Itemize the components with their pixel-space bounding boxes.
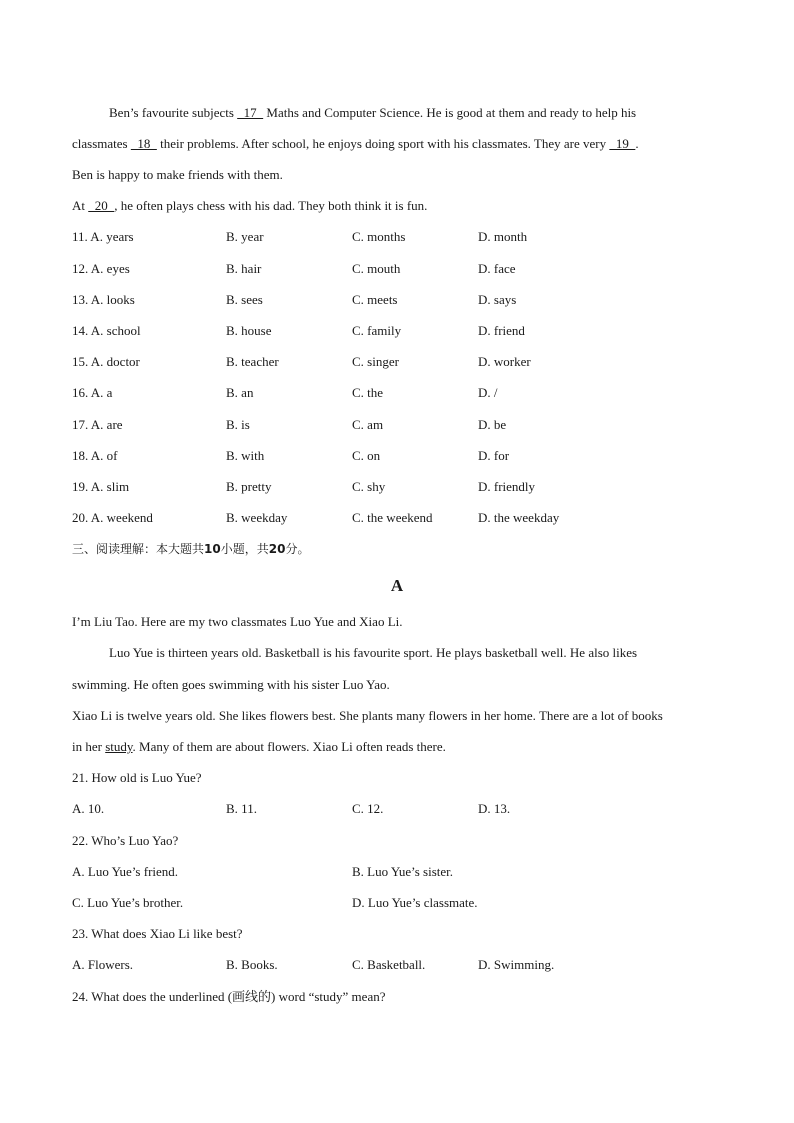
question-stem: 23. What does Xiao Li like best? (72, 926, 243, 941)
question-count: 10 (204, 542, 221, 556)
option-c: C. Basketball. (352, 957, 426, 972)
cloze-line-4 (72, 198, 427, 214)
passage-line-1: I’m Liu Tao. Here are my two classmates Luo Yue and Xiao Li. (72, 614, 403, 629)
option-b: B. year (226, 229, 264, 244)
question-stem: 24. What does the underlined (画线的) word “study” mean? (72, 989, 386, 1004)
text: in her (72, 739, 106, 754)
option-c: C. months (352, 229, 406, 244)
passage-line-4: Xiao Li is twelve years old. She likes flowers best. She plants many flowers in her home. There are a lot of books (72, 708, 663, 723)
blank-18: 18 (130, 136, 157, 151)
text: their problems. After school, he enjoys doing sport with his classmates. They are very (156, 136, 610, 151)
text: Ben’s favourite subjects (109, 105, 238, 120)
passage-line-2: Luo Yue is thirteen years old. Basketball is his favourite sport. He plays basketball well. He also likes (109, 645, 638, 660)
option-a: 18. A. of (72, 448, 118, 463)
option-b: B. teacher (226, 354, 279, 369)
question-stem: 21. How old is Luo Yue? (72, 770, 202, 785)
text: . Many of them are about flowers. Xiao Li often reads there. (132, 739, 446, 754)
option-d: D. worker (478, 354, 531, 369)
section-3-heading (72, 541, 309, 557)
option-a: 19. A. slim (72, 479, 130, 494)
text: . (635, 136, 639, 151)
text: 三、阅读理解：本大题共 (72, 542, 205, 556)
option-c: C. the weekend (352, 510, 433, 525)
option-d: D. / (478, 385, 498, 400)
option-a: 17. A. are (72, 417, 123, 432)
passage-heading: A (390, 576, 404, 595)
option-d: D. face (478, 261, 516, 276)
cloze-line-2 (72, 136, 639, 152)
option-b: B. sees (226, 292, 263, 307)
option-a: 20. A. weekend (72, 510, 153, 525)
option-a: 15. A. doctor (72, 354, 140, 369)
blank-20: 20 (88, 198, 115, 213)
option-b: B. 11. (226, 801, 257, 816)
blank-17: 17 (237, 105, 264, 120)
text: Maths and Computer Science. He is good at them and ready to help his (263, 105, 637, 120)
blank-19: 19 (609, 136, 636, 151)
option-b: B. an (226, 385, 254, 400)
option-a: A. Luo Yue’s friend. (72, 864, 179, 879)
point-total: 20 (268, 542, 286, 556)
option-b: B. weekday (226, 510, 288, 525)
option-b: B. is (226, 417, 250, 432)
option-c: C. Luo Yue’s brother. (72, 895, 184, 910)
option-b: B. pretty (226, 479, 272, 494)
option-c: C. shy (352, 479, 386, 494)
option-a: 12. A. eyes (72, 261, 130, 276)
text: classmates (72, 136, 131, 151)
option-b: B. Books. (226, 957, 278, 972)
option-a: 11. A. years (72, 229, 134, 244)
option-d: D. month (478, 229, 528, 244)
option-d: D. the weekday (478, 510, 560, 525)
option-c: C. mouth (352, 261, 401, 276)
text: 分。 (285, 542, 310, 556)
question-stem: 22. Who’s Luo Yao? (72, 833, 179, 848)
option-c: C. family (352, 323, 402, 338)
option-d: D. 13. (478, 801, 511, 816)
option-a: 13. A. looks (72, 292, 135, 307)
option-b: B. hair (226, 261, 262, 276)
underlined-word: study (105, 739, 133, 754)
option-b: B. Luo Yue’s sister. (352, 864, 453, 879)
option-d: D. Swimming. (478, 957, 555, 972)
option-d: D. friend (478, 323, 525, 338)
option-c: C. singer (352, 354, 399, 369)
option-d: D. be (478, 417, 507, 432)
option-a: A. 10. (72, 801, 105, 816)
text: 小题，共 (220, 542, 269, 556)
option-c: C. on (352, 448, 381, 463)
option-c: C. 12. (352, 801, 384, 816)
text: , he often plays chess with his dad. They both think it is fun. (114, 198, 428, 213)
option-a: 14. A. school (72, 323, 141, 338)
cloze-line-3: Ben is happy to make friends with them. (72, 167, 283, 182)
option-d: D. for (478, 448, 510, 463)
text: At (72, 198, 89, 213)
option-a: A. Flowers. (72, 957, 134, 972)
option-a: 16. A. a (72, 385, 113, 400)
option-d: D. says (478, 292, 517, 307)
option-c: C. am (352, 417, 384, 432)
option-d: D. Luo Yue’s classmate. (352, 895, 478, 910)
option-b: B. house (226, 323, 272, 338)
option-c: C. meets (352, 292, 398, 307)
cloze-line-1 (109, 105, 636, 121)
option-b: B. with (226, 448, 265, 463)
option-d: D. friendly (478, 479, 536, 494)
option-c: C. the (352, 385, 384, 400)
passage-line-5 (72, 739, 446, 755)
passage-line-3: swimming. He often goes swimming with his sister Luo Yao. (72, 677, 390, 692)
